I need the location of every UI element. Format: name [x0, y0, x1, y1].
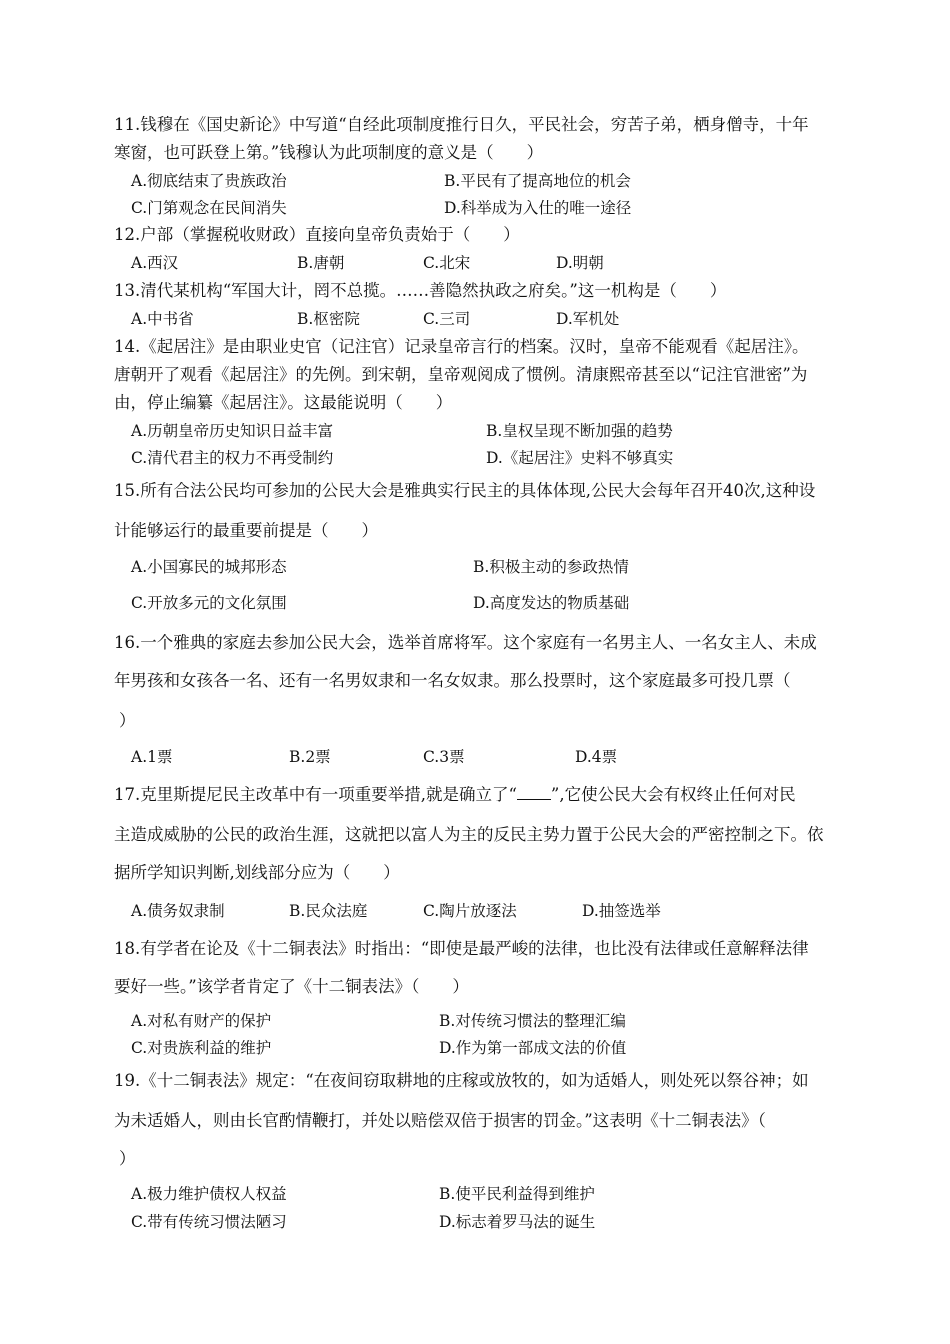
q17-line-1 — [114, 784, 796, 806]
q17-option-a[interactable]: A.债务奴隶制 — [131, 902, 225, 920]
q15-option-d[interactable]: D.高度发达的物质基础 — [473, 594, 630, 612]
q16-option-d[interactable]: D.4票 — [575, 748, 618, 766]
q19-line-3: ） — [119, 1149, 136, 1168]
q19-line-1: 19.《十二铜表法》规定：“在夜间窃取耕地的庄稼或放牧的，如为适婚人，则处死以祭谷神；如 — [114, 1071, 809, 1090]
q16-line-2: 年男孩和女孩各一名、还有一名男奴隶和一名女奴隶。那么投票时，这个家庭最多可投几票（ — [114, 671, 791, 690]
q18-line-2: 要好一些。”该学者肯定了《十二铜表法》（ ） — [114, 977, 469, 996]
q15-option-c[interactable]: C.开放多元的文化氛围 — [131, 594, 287, 612]
q12-option-d[interactable]: D.明朝 — [556, 254, 604, 272]
q16-option-a[interactable]: A.1票 — [131, 748, 173, 766]
q11-line-2: 寒窗，也可跃登上第。”钱穆认为此项制度的意义是（ ） — [114, 143, 544, 162]
q15-option-a[interactable]: A.小国寡民的城邦形态 — [131, 558, 287, 576]
q18-option-c[interactable]: C.对贵族利益的维护 — [131, 1039, 272, 1057]
q15-line-1: 15.所有合法公民均可参加的公民大会是雅典实行民主的具体体现,公民大会每年召开40次,这种设 — [114, 481, 816, 500]
q12-option-b[interactable]: B.唐朝 — [297, 254, 345, 272]
q14-option-c[interactable]: C.清代君主的权力不再受制约 — [131, 449, 334, 467]
q11-line-1: 11.钱穆在《国史新论》中写道“自经此项制度推行日久，平民社会，穷苦子弟，栖身僧寺，十年 — [114, 115, 809, 134]
q16-line-3: ） — [119, 711, 136, 730]
q16-option-b[interactable]: B.2票 — [289, 748, 331, 766]
q19-option-c[interactable]: C.带有传统习惯法陋习 — [131, 1213, 287, 1231]
q19-option-d[interactable]: D.标志着罗马法的诞生 — [439, 1213, 596, 1231]
q17-line-3: 据所学知识判断,划线部分应为（ ） — [114, 863, 400, 882]
q11-option-b[interactable]: B.平民有了提高地位的机会 — [444, 172, 631, 190]
q17-option-b[interactable]: B.民众法庭 — [289, 902, 368, 920]
q13-option-d[interactable]: D.军机处 — [556, 310, 620, 328]
q14-line-2: 唐朝开了观看《起居注》的先例。到宋朝，皇帝观阅成了惯例。清康熙帝甚至以“记注官泄密”为 — [114, 365, 808, 384]
q16-option-c[interactable]: C.3票 — [423, 748, 465, 766]
q17-line-2: 主造成威胁的公民的政治生涯，这就把以富人为主的反民主势力置于公民大会的严密控制之下。依 — [114, 825, 824, 844]
q15-line-2: 计能够运行的最重要前提是（ ） — [114, 521, 378, 540]
q13-option-c[interactable]: C.三司 — [423, 310, 471, 328]
q14-option-a[interactable]: A.历朝皇帝历史知识日益丰富 — [131, 422, 334, 440]
q12-option-a[interactable]: A.西汉 — [131, 254, 179, 272]
q18-option-a[interactable]: A.对私有财产的保护 — [131, 1012, 272, 1030]
q12-option-c[interactable]: C.北宋 — [423, 254, 471, 272]
q19-option-a[interactable]: A.极力维护债权人权益 — [131, 1185, 287, 1203]
q11-option-d[interactable]: D.科举成为入仕的唯一途径 — [444, 199, 632, 217]
q19-line-2: 为未适婚人，则由长官酌情鞭打，并处以赔偿双倍于损害的罚金。”这表明《十二铜表法》（ — [114, 1111, 766, 1130]
q13-option-a[interactable]: A.中书省 — [131, 310, 194, 328]
q14-option-b[interactable]: B.皇权呈现不断加强的趋势 — [486, 422, 673, 440]
q18-option-b[interactable]: B.对传统习惯法的整理汇编 — [439, 1012, 626, 1030]
q13-line-1: 13.清代某机构“军国大计，罔不总揽。……善隐然执政之府矣。”这一机构是（ ） — [114, 281, 727, 300]
q12-line-1: 12.户部（掌握税收财政）直接向皇帝负责始于（ ） — [114, 225, 520, 244]
q17-line-1-head: 17.克里斯提尼民主改革中有一项重要举措,就是确立了“ — [114, 785, 517, 804]
q14-line-3: 由，停止编纂《起居注》。这最能说明（ ） — [114, 393, 453, 412]
q16-line-1: 16.一个雅典的家庭去参加公民大会，选举首席将军。这个家庭有一名男主人、一名女主人、未成 — [114, 633, 817, 652]
q17-line-1-tail: ”,它使公民大会有权终止任何对民 — [550, 785, 796, 804]
q18-option-d[interactable]: D.作为第一部成文法的价值 — [439, 1039, 627, 1057]
q18-line-1: 18.有学者在论及《十二铜表法》时指出：“即使是最严峻的法律，也比没有法律或任意解释法律 — [114, 939, 809, 958]
q17-option-c[interactable]: C.陶片放逐法 — [423, 902, 517, 920]
q17-option-d[interactable]: D.抽签选举 — [582, 902, 661, 920]
q14-option-d[interactable]: D.《起居注》史料不够真实 — [486, 449, 674, 467]
q17-answer-blank — [517, 785, 551, 800]
q13-option-b[interactable]: B.枢密院 — [297, 310, 360, 328]
q19-option-b[interactable]: B.使平民利益得到维护 — [439, 1185, 595, 1203]
q11-option-a[interactable]: A.彻底结束了贵族政治 — [131, 172, 287, 190]
q11-option-c[interactable]: C.门第观念在民间消失 — [131, 199, 287, 217]
q14-line-1: 14.《起居注》是由职业史官（记注官）记录皇帝言行的档案。汉时，皇帝不能观看《起居注》。 — [114, 337, 809, 356]
q15-option-b[interactable]: B.积极主动的参政热情 — [473, 558, 629, 576]
